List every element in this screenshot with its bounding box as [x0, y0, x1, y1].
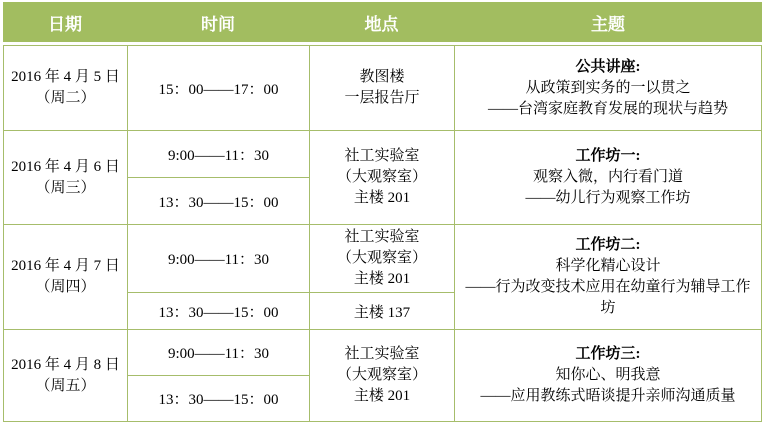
theme-line: 从政策到实务的一以贯之: [525, 79, 691, 96]
theme-cell-day4: [455, 330, 762, 422]
theme-title: 工作坊二:: [575, 237, 641, 253]
table-header-row: [3, 2, 762, 42]
location-line: （大观察室）: [336, 250, 427, 266]
schedule-table-wrapper: [3, 2, 762, 422]
table-row: [4, 131, 762, 178]
time-cell-day2-pm: 13：30——15：00: [128, 178, 310, 225]
date-text: 2016 年 4 月 6 日: [11, 158, 120, 175]
theme-title: 工作坊三:: [575, 346, 641, 362]
theme-title: 工作坊一:: [575, 148, 641, 164]
location-line: 社工实验室: [344, 346, 420, 362]
location-line: 教图楼: [359, 69, 405, 85]
date-text: 2016 年 4 月 5 日: [11, 69, 120, 85]
theme-line: ——应用教练式晤谈提升亲师沟通质量: [480, 388, 736, 404]
weekday-text: （周二）: [35, 90, 96, 106]
location-cell-day3-am: [310, 225, 455, 293]
date-cell-day4: [4, 330, 128, 422]
table-row: [4, 330, 762, 376]
time-cell-day1: 15：00——17：00: [128, 46, 310, 131]
theme-line: ——台湾家庭教育发展的现状与趋势: [487, 100, 728, 117]
theme-title: 公共讲座:: [575, 58, 641, 75]
location-line: 社工实验室: [344, 229, 420, 245]
time-cell-day3-pm: 13：30——15：00: [128, 293, 310, 330]
table-row: [4, 46, 762, 131]
weekday-text: （周四）: [35, 279, 96, 295]
location-line: （大观察室）: [336, 169, 427, 185]
header-cell-topic: 主题: [591, 14, 625, 34]
theme-cell-day3: [455, 225, 762, 330]
time-cell-day4-pm: 13：30——15：00: [128, 376, 310, 422]
time-cell-day4-am: 9:00——11：30: [128, 330, 310, 376]
theme-cell-day1: [455, 46, 762, 131]
location-cell-day4: [310, 330, 455, 422]
location-cell-day1: [310, 46, 455, 131]
weekday-text: （周三）: [35, 179, 96, 196]
location-line: 社工实验室: [344, 148, 420, 164]
theme-line: ——行为改变技术应用在幼童行为辅导工作坊: [465, 279, 751, 316]
weekday-text: （周五）: [35, 377, 96, 394]
date-cell-day2: [4, 131, 128, 225]
time-cell-day3-am: 9:00——11：30: [128, 225, 310, 293]
date-cell-day1: [4, 46, 128, 131]
date-text: 2016 年 4 月 8 日: [11, 356, 120, 373]
header-cell-time: 时间: [201, 14, 235, 34]
theme-line: 知你心、明我意: [555, 367, 661, 383]
header-cell-date: 日期: [48, 14, 82, 34]
date-cell-day3: [4, 225, 128, 330]
location-line: 主楼 201: [353, 271, 411, 287]
schedule-table: [3, 45, 762, 422]
theme-line: 科学化精心设计: [555, 258, 661, 274]
time-cell-day2-am: 9:00——11：30: [128, 131, 310, 178]
location-cell-day3-pm: 主楼 137: [310, 293, 455, 330]
location-line: 主楼 201: [353, 190, 411, 206]
theme-line: 观察入微，内行看门道: [532, 169, 683, 185]
theme-cell-day2: [455, 131, 762, 225]
location-cell-day2: [310, 131, 455, 225]
date-text: 2016 年 4 月 7 日: [11, 258, 120, 274]
table-row: [4, 225, 762, 293]
theme-line: ——幼儿行为观察工作坊: [525, 190, 691, 206]
location-line: （大观察室）: [336, 367, 427, 383]
location-line: 一层报告厅: [344, 90, 420, 106]
header-cell-location: 地点: [364, 14, 399, 34]
location-line: 主楼 201: [353, 388, 411, 404]
